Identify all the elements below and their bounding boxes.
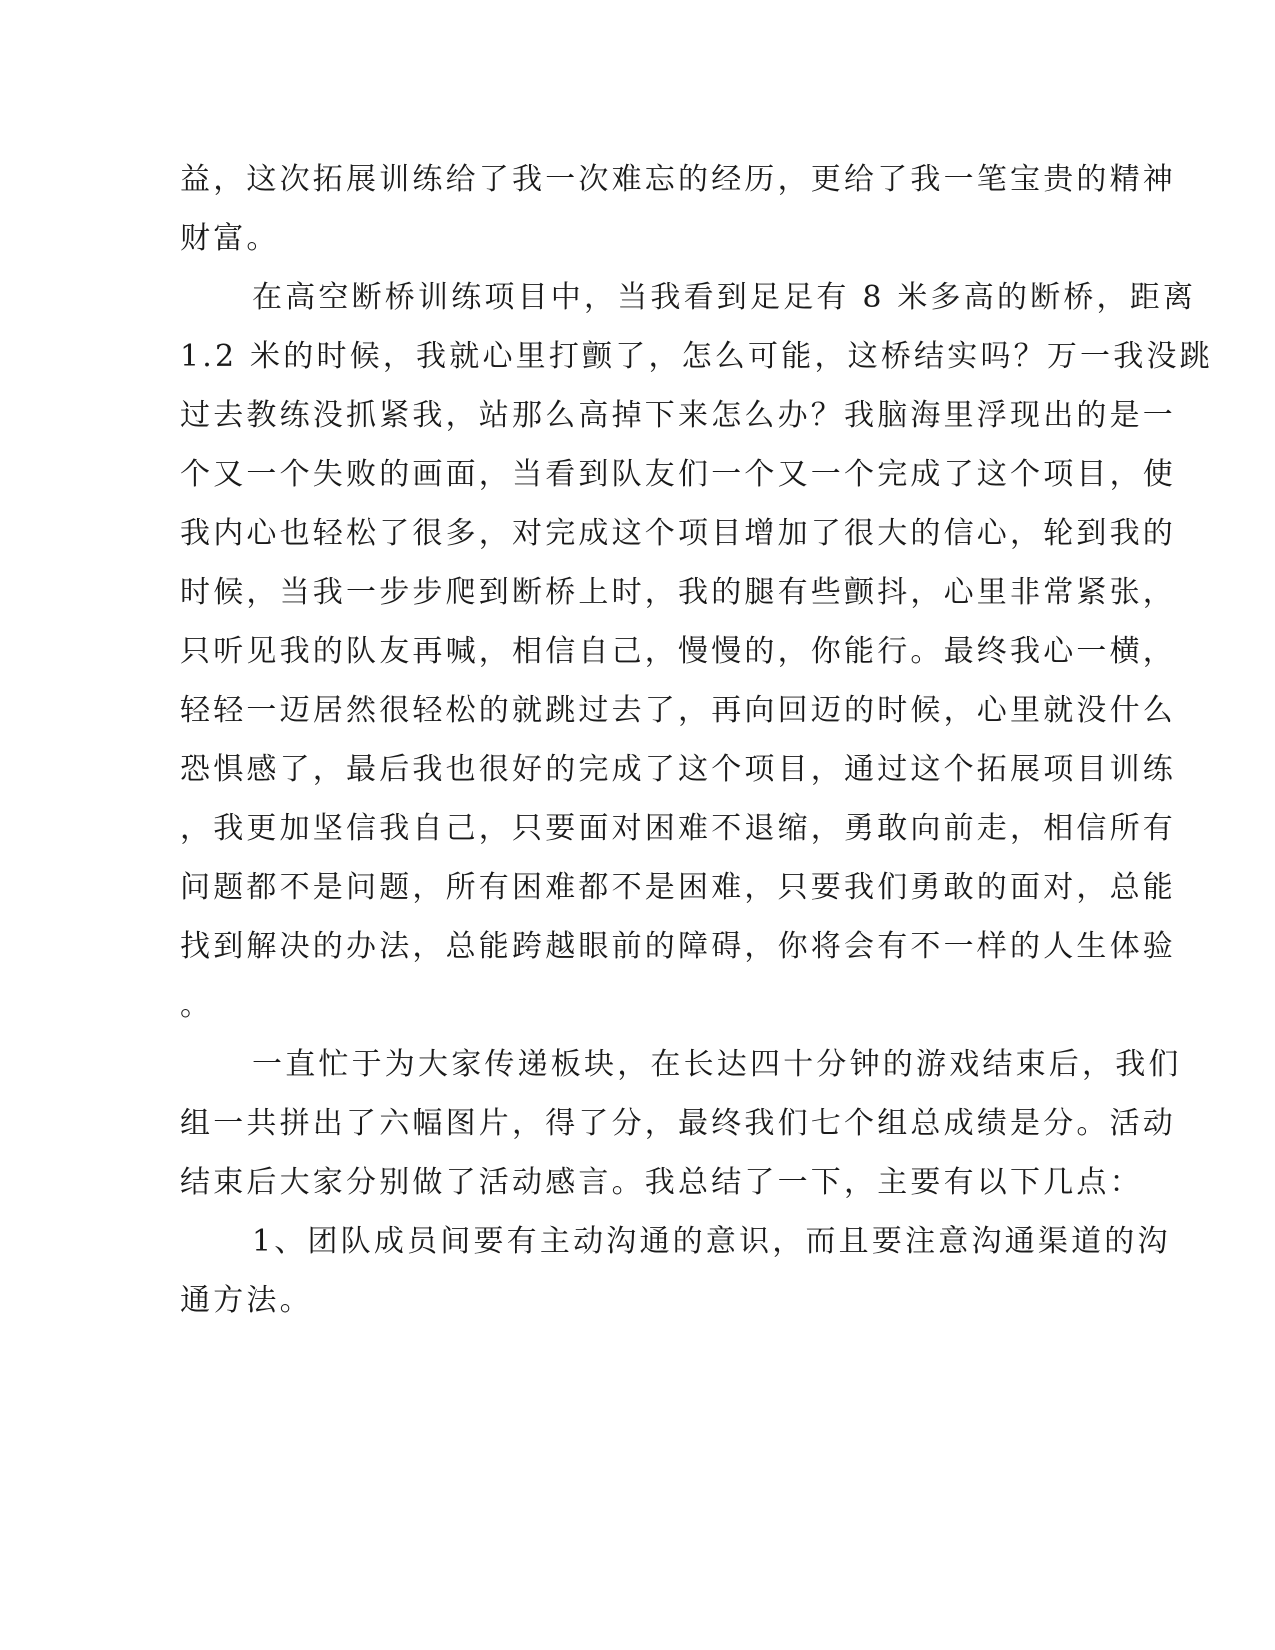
text-line-20: 通方法。 — [180, 1283, 313, 1318]
text-line-2: 财富。 — [180, 221, 280, 256]
text-line-10: 轻轻一迈居然很轻松的就跳过去了，再向回迈的时候，心里就没什么 — [180, 693, 1176, 728]
text-line-11: 恐惧感了，最后我也很好的完成了这个项目，通过这个拓展项目训练 — [180, 752, 1176, 787]
text-line-7: 我内心也轻松了很多，对完成这个项目增加了很大的信心，轮到我的 — [180, 516, 1176, 551]
text-line-4: 1.2 米的时候，我就心里打颤了，怎么可能，这桥结实吗？万一我没跳 — [180, 339, 1213, 374]
text-line-3: 在高空断桥训练项目中，当我看到足足有 8 米多高的断桥，距离 — [252, 280, 1197, 315]
text-line-18: 结束后大家分别做了活动感言。我总结了一下，主要有以下几点： — [180, 1165, 1143, 1200]
text-line-19: 1、团队成员间要有主动沟通的意识，而且要注意沟通渠道的沟 — [252, 1224, 1171, 1259]
text-line-12: ，我更加坚信我自己，只要面对困难不退缩，勇敢向前走，相信所有 — [180, 811, 1176, 846]
text-line-8: 时候，当我一步步爬到断桥上时，我的腿有些颤抖，心里非常紧张， — [180, 575, 1176, 610]
text-line-9: 只听见我的队友再喊，相信自己，慢慢的，你能行。最终我心一横， — [180, 634, 1176, 669]
text-line-1: 益，这次拓展训练给了我一次难忘的经历，更给了我一笔宝贵的精神 — [180, 162, 1176, 197]
text-line-13: 问题都不是问题，所有困难都不是困难，只要我们勇敢的面对，总能 — [180, 870, 1176, 905]
text-line-16: 一直忙于为大家传递板块，在长达四十分钟的游戏结束后，我们 — [252, 1047, 1182, 1082]
text-line-5: 过去教练没抓紧我，站那么高掉下来怎么办？我脑海里浮现出的是一 — [180, 398, 1176, 433]
text-line-14: 找到解决的办法，总能跨越眼前的障碍，你将会有不一样的人生体验 — [180, 929, 1176, 964]
text-line-15: 。 — [180, 988, 214, 1023]
text-line-17: 组一共拼出了六幅图片，得了分，最终我们七个组总成绩是分。活动 — [180, 1106, 1176, 1141]
text-line-6: 个又一个失败的画面，当看到队友们一个又一个完成了这个项目，使 — [180, 457, 1176, 492]
